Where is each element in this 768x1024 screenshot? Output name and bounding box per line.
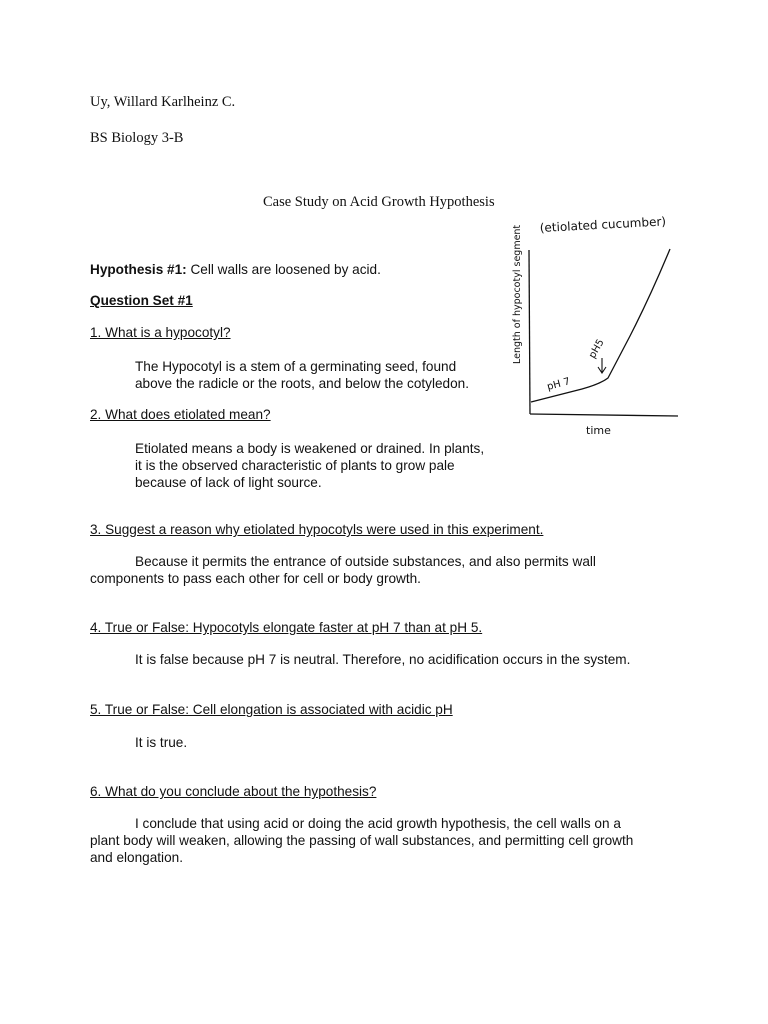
answer-2 [135, 440, 484, 491]
answer-5: It is true. [135, 735, 188, 750]
y-axis-line [529, 250, 530, 414]
author-name: Uy, Willard Karlheinz C. [90, 94, 236, 110]
question-set-heading: Question Set #1 [90, 293, 193, 308]
label-ph7: pH 7 [545, 376, 572, 393]
hypothesis-line [90, 261, 381, 278]
hand-drawn-graph [500, 212, 700, 442]
growth-curve [531, 249, 670, 402]
question-3: 3. Suggest a reason why etiolated hypocotyls were used in this experiment. [90, 522, 544, 537]
question-5: 5. True or False: Cell elongation is associated with acidic pH [90, 702, 453, 717]
hypothesis-text: Cell walls are loosened by acid. [190, 262, 381, 277]
question-1: 1. What is a hypocotyl? [90, 325, 231, 340]
x-axis-label: time [586, 424, 611, 437]
label-ph5: pH5 [587, 337, 607, 361]
question-6: 6. What do you conclude about the hypothesis? [90, 784, 377, 799]
answer-1 [135, 358, 469, 392]
answer-3: Because it permits the entrance of outside substances, and also permits wall components to pass each other for cell or body growth. [90, 554, 596, 586]
x-axis-line [530, 414, 678, 416]
course-section: BS Biology 3-B [90, 130, 184, 146]
question-2: 2. What does etiolated mean? [90, 407, 271, 422]
answer-2-line: it is the observed characteristic of plants to grow pale [135, 458, 455, 473]
answer-6: I conclude that using acid or doing the acid growth hypothesis, the cell walls on a plant body will weaken, allowing the passing of wall substances, and permitting cell growth and elongation. [90, 816, 634, 865]
document-title: Case Study on Acid Growth Hypothesis [263, 194, 495, 210]
answer-4: It is false because pH 7 is neutral. Therefore, no acidification occurs in the system. [135, 652, 631, 667]
answer-1-line: above the radicle or the roots, and below the cotyledon. [135, 376, 470, 391]
hypothesis-label: Hypothesis #1: [90, 262, 187, 277]
answer-2-line: because of lack of light source. [135, 475, 322, 490]
y-axis-label: Length of hypocotyl segment [512, 224, 523, 364]
answer-1-line: The Hypocotyl is a stem of a germinating seed, found [135, 359, 457, 374]
question-4: 4. True or False: Hypocotyls elongate faster at pH 7 than at pH 5. [90, 620, 483, 635]
graph-title: (etiolated cucumber) [539, 214, 667, 235]
answer-2-line: Etiolated means a body is weakened or drained. In plants, [135, 441, 485, 456]
